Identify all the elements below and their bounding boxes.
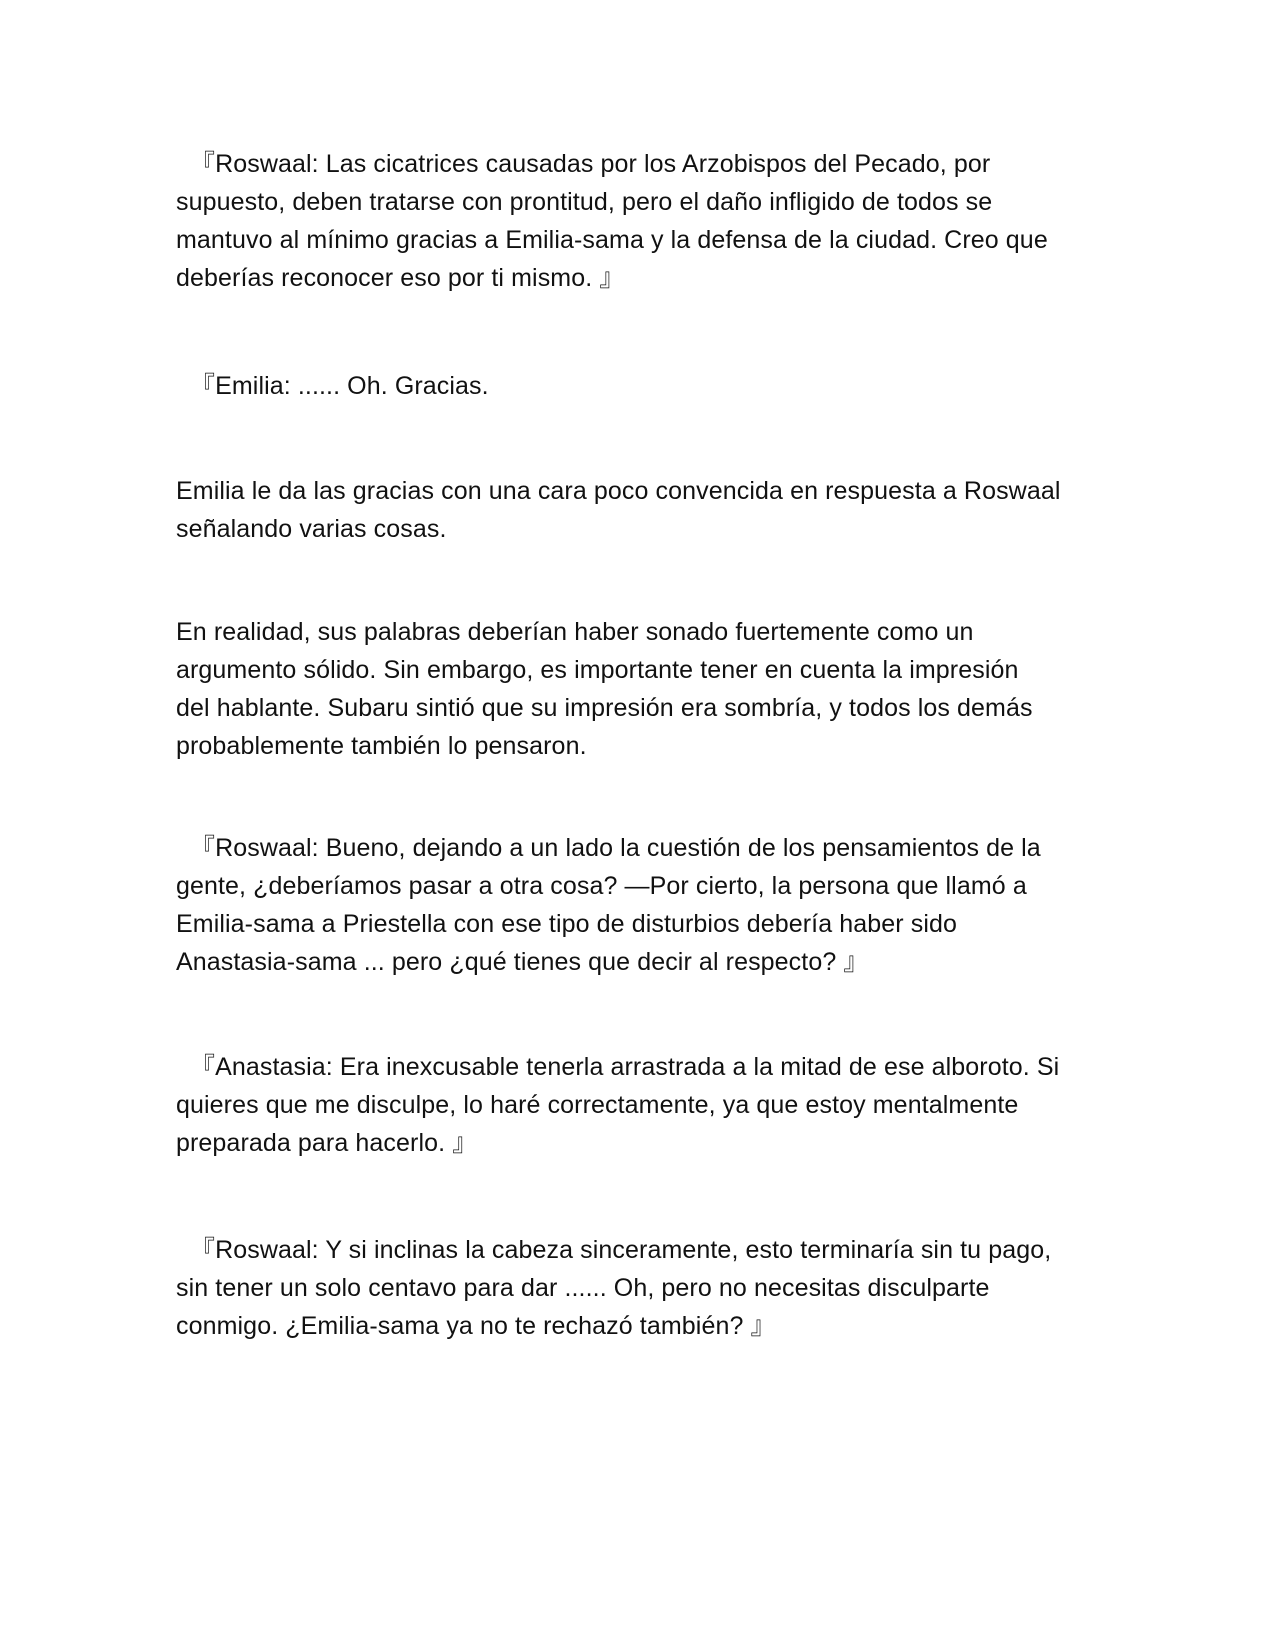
text-line: Emilia le da las gracias con una cara poco convencida en respuesta a Roswaal xyxy=(176,477,1061,505)
paragraph-roswaal-1 xyxy=(176,145,1096,297)
text-line: Emilia-sama a Priestella con ese tipo de disturbios debería haber sido xyxy=(176,910,958,938)
text-line: deberías reconocer eso por ti mismo. 』 xyxy=(176,264,625,292)
text-line: sin tener un solo centavo para dar ...... Oh, pero no necesitas disculparte xyxy=(176,1274,990,1302)
text-line: preparada para hacerlo. 』 xyxy=(176,1129,478,1157)
paragraph-narration-2 xyxy=(176,613,1096,765)
text-line: 『Roswaal: Las cicatrices causadas por los Arzobispos del Pecado, por xyxy=(190,150,991,178)
text-line: probablemente también lo pensaron. xyxy=(176,732,587,760)
text-line: conmigo. ¿Emilia-sama ya no te rechazó también? 』 xyxy=(176,1312,776,1340)
text-line: supuesto, deben tratarse con prontitud, pero el daño infligido de todos se xyxy=(176,188,993,216)
paragraph-anastasia-1 xyxy=(176,1048,1096,1162)
paragraph-roswaal-3 xyxy=(176,1231,1096,1345)
text-line: del hablante. Subaru sintió que su impresión era sombría, y todos los demás xyxy=(176,694,1033,722)
paragraph-narration-1 xyxy=(176,472,1096,548)
text-line: En realidad, sus palabras deberían haber sonado fuertemente como un xyxy=(176,618,974,646)
text-line: argumento sólido. Sin embargo, es importante tener en cuenta la impresión xyxy=(176,656,1019,684)
text-line: señalando varias cosas. xyxy=(176,515,447,543)
text-line: 『Emilia: ...... Oh. Gracias. xyxy=(190,372,489,400)
text-line: gente, ¿deberíamos pasar a otra cosa? —Por cierto, la persona que llamó a xyxy=(176,872,1027,900)
paragraph-roswaal-2 xyxy=(176,829,1096,981)
text-line: 『Roswaal: Bueno, dejando a un lado la cuestión de los pensamientos de la xyxy=(190,834,1041,862)
text-line: quieres que me disculpe, lo haré correctamente, ya que estoy mentalmente xyxy=(176,1091,1019,1119)
paragraph-emilia-1 xyxy=(176,367,1096,405)
text-line: 『Roswaal: Y si inclinas la cabeza sinceramente, esto terminaría sin tu pago, xyxy=(190,1236,1052,1264)
text-line: 『Anastasia: Era inexcusable tenerla arrastrada a la mitad de ese alboroto. Si xyxy=(190,1053,1060,1081)
text-line: mantuvo al mínimo gracias a Emilia-sama y la defensa de la ciudad. Creo que xyxy=(176,226,1048,254)
text-line: Anastasia-sama ... pero ¿qué tienes que decir al respecto? 』 xyxy=(176,948,869,976)
